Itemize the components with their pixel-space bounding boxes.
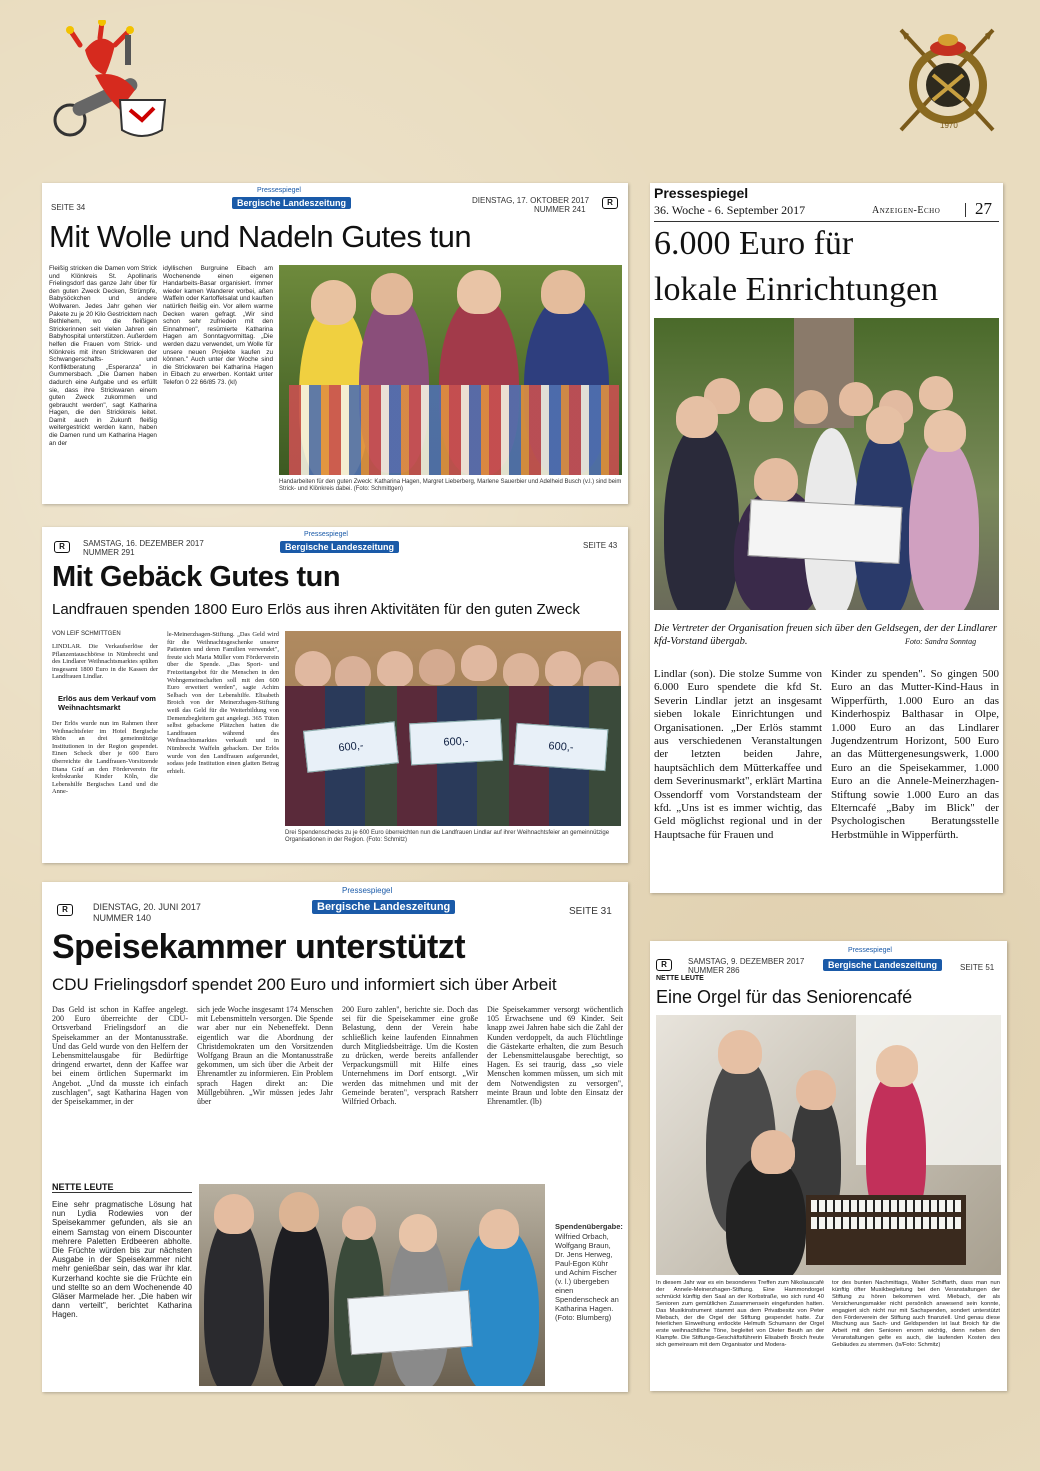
knitting-group-photo	[279, 265, 622, 475]
newspaper-badge: Bergische Landeszeitung	[312, 900, 455, 914]
photo-caption: Drei Spendenschecks zu je 600 Euro überreichten nun die Landfrauen Lindlar auf ihrer Weihnachtsfeier an gemeinnützige Organisationen in der Region. (Foto: Schmitz)	[285, 830, 610, 843]
newspaper-badge: Bergische Landeszeitung	[823, 959, 942, 971]
rundschau-logo-icon: R	[656, 959, 672, 971]
article-column-2: Kinder zu spenden". So gingen 500 Euro an das Mutter-Kind-Haus in Wipperfürth, 1.000 Euro an das Kinderhospiz Balthasar in Olpe, 1.000 Euro an das Lindlarer Jugendzentrum Horizont, 500 Euro an das Müttergenesungswerk, 1.000 Euro an die Speisekammer, 1.000 Euro an die Annele-Meinerzhagen-Stiftung sowie 1.000 Euro an das Elterncafé „Baby im Blick" der Psychologischen Beratungsstelle Herbstmühle in Wipperfürth.	[831, 668, 999, 841]
article-subhead: Erlös aus dem Verkauf vom Weihnachtsmarkt	[58, 694, 156, 712]
jester-crest-logo	[50, 20, 170, 140]
issue-date: SAMSTAG, 9. DEZEMBER 2017	[688, 957, 805, 966]
article-column-1: Das Geld ist schon in Kaffee angelegt. 200 Euro überreichte der CDU-Ortsverband Frielingsdorf an die Speisekammer an der Montanusstraße. Und das Geld wurde von den Helfern der Lebensmittelausgabe für Bedürftige dringend erwartet, denn der Kaffee war bei einem örtlichen Supermarkt im Angebot. „Und da musste ich einfach zuschlagen", sagt Katharina Hagen von der Speisekammer, in der	[52, 1005, 188, 1107]
article-column-4: Die Speisekammer versorgt wöchentlich 105 Erwachsene und 69 Kinder. Seit knapp zwei Jahren habe sich die Zahl der Kunden verdoppelt, da auch Flüchtlinge die Gästekarte erhalten, die zum Besuch der Lebensmittelausgabe berechtigt, so Hagen. Es sei traurig, dass „so viele Menschen kommen müssen, um sich mit dem Notwendigsten zu versorgen", meinte Braun und lobte den Einsatz der Ehrenamtler. (lb)	[487, 1005, 623, 1107]
organ-photo	[656, 1015, 1001, 1275]
nette-leute-heading: NETTE LEUTE	[656, 975, 704, 982]
page-number: SEITE 34	[51, 203, 86, 212]
clipping-6000-euro	[650, 183, 1003, 893]
clipping-wolle-nadeln	[42, 183, 628, 504]
photo-caption: Die Vertreter der Organisation freuen sich über den Geldsegen, der der Lindlarer kfd-Vorstand übergab.	[654, 623, 998, 647]
headline: Mit Wolle und Nadeln Gutes tun	[49, 219, 472, 254]
clipping-speisekammer	[42, 882, 628, 1392]
newspaper-badge: Bergische Landeszeitung	[232, 197, 351, 209]
headline: Mit Gebäck Gutes tun	[52, 561, 341, 593]
issue-number: NUMMER 140	[93, 913, 152, 923]
cheque-2: 600,-	[409, 719, 503, 766]
pressespiegel-label: Pressespiegel	[654, 185, 749, 201]
cheque-3: 600,-	[514, 723, 609, 771]
article-intro: LINDLAR. Die Verkaufserlöse der Pflanzentauschbörse in Nümbrecht und des Lindlarer Weihnachtsmarktes spülten insgesamt 1800 Euro in die Kassen der Landfrauen Lindlar.	[52, 643, 158, 681]
pressespiegel-label: Pressespiegel	[257, 187, 301, 194]
nette-leute-text: Eine sehr pragmatische Lösung hat nun Lydia Rodewies von der Speisekammer gefunden, als sie an einem Samstag von einem Discounter mehrere Paletten Erdbeeren abholte. Die Früchte würden bis zur nächsten Ausgabe in der Speisekammer nicht mehr genießbar sein, das war ihr klar. Kurzerhand kochte sie die Früchte ein und stellte so an dem Wochenende 40 Gläser Marmelade her. „Die haben wir dann verteilt", berichtet Katharina Hagen.	[52, 1200, 192, 1320]
byline: VON LEIF SCHMITTGEN	[52, 631, 121, 637]
svg-text:1970: 1970	[940, 121, 958, 130]
kfd-group-photo	[654, 318, 999, 610]
page-number: 27	[975, 199, 992, 218]
issue-date: SAMSTAG, 16. DEZEMBER 2017	[83, 539, 204, 548]
cheque-handover-photo	[285, 631, 621, 826]
subheadline: Landfrauen spenden 1800 Euro Erlös aus ihren Aktivitäten für den guten Zweck	[52, 601, 580, 618]
pressespiegel-label: Pressespiegel	[304, 531, 348, 538]
nette-leute-heading: NETTE LEUTE	[52, 1182, 192, 1193]
photo-caption: Wilfried Orbach, Wolfgang Braun, Dr. Jens Herweg, Paul-Egon Kühr und Achim Fischer (v. l.) übergeben einen Spendenscheck an Katharina Hagen. (Foto: Blumberg)	[555, 1232, 619, 1322]
subheadline: CDU Frielingsdorf spendet 200 Euro und informiert sich über Arbeit	[52, 975, 557, 994]
pressespiegel-label: Pressespiegel	[342, 886, 393, 895]
article-column-2: tor des bunten Nachmittags, Walter Schiffarth, dass man nun künftig öfter Musikbegleitung bei den Veranstaltungen der Stiftung zu hören bekommen wird. Miebach, der als Versicherungsmakler nicht persönlich anwesend sein konnte, engagiert sich nicht nur mit Sachspenden, sondert unterstützt den Förderverein der Stiftung auch finanziell. Und genau diese Mischung aus Sach- und Geldspenden ist laut Broich für die Arbeit mit den Senioren enorm wichtig, denn neben den Veranstaltungen gelte es auch, die laufenden Kosten des Gebäudes zu stemmen. (ls/Foto: Schmitz)	[832, 1280, 1000, 1349]
headline: Speisekammer unterstützt	[52, 928, 466, 966]
headline: Eine Orgel für das Seniorencafé	[656, 987, 913, 1007]
issue-number: NUMMER 286	[688, 966, 740, 975]
article-column-2: le-Meinerzhagen-Stiftung. „Das Geld wird für die Weihnachtsgeschenke unserer Patienten und deren Familien verwendet", freute sich Maria Müller vom Förderverein über die Spende. „Das Sport- und Freizeitangebot für die Menschen in den Wohngemeinschaften soll mit den 600 Euro erweitert werden", sagte Achim Selbach von der Lebenshilfe. Elisabeth Broich von der Meinerzhagen-Stiftung weiß das Geld für die Weiterbildung von Demenzbegleitern gut angelegt. 365 Tüten selbst gebackene Plätzchen hatten die Landfrauen während des Weihnachtsmarktes verkauft und in Nümbrecht Waffeln gebacken. Der Erlös wurde von den Landfrauen aufgerundet, sodass jede Institution einen glatten Betrag erhielt.	[167, 631, 279, 775]
article-column-1: Der Erlös wurde nun im Rahmen ihrer Weihnachtsfeier im Hotel Bergische Rhön an drei gemeinnützige Institutionen in der Region gespendet. Einen Scheck über je 600 Euro überreichte die Landfrauen-Vorsitzende Diana Gräf an den Förderverein für krebskranke Kinder Köln, die Lebenshilfe Bergisches Land und die Anne-	[52, 720, 158, 796]
newspaper-badge: Bergische Landeszeitung	[280, 541, 399, 553]
pressespiegel-label: Pressespiegel	[848, 947, 892, 954]
page-number: SEITE 31	[569, 906, 612, 917]
clipping-gebaeck	[42, 527, 628, 863]
issue-number: NUMMER 291	[83, 548, 135, 557]
headline-line-2: lokale Einrichtungen	[654, 271, 939, 308]
cheque-1: 600,-	[303, 721, 399, 772]
article-column-2: idyllischen Burgruine Eibach am Wochenende einen eigenen Handarbeits-Basar organisiert. Immer wieder kamen Wanderer vorbei, aßen Waffeln oder Kartoffelsalat und kauften natürlich fleißig ein. Vor allem warme Decken waren gefragt. „Wir sind schon sehr zufrieden mit den Einnahmen", resümierte Katharina Hagen am Sonntagvormittag. „Die werden dazu verwendet, um Wolle für unsere neuen Projekte kaufen zu können." Auch unter der Woche sind die Strickwaren bei Katharina Hagen in Eibach zu erwerben. Kontakt unter Telefon 0 22 66/85 73. (kl)	[163, 265, 274, 386]
paper-name: Anzeigen-Echo	[872, 205, 941, 216]
issue-line: 36. Woche - 6. September 2017	[654, 203, 806, 217]
speisekammer-handover-photo	[199, 1184, 545, 1386]
article-column-1: Fleißig stricken die Damen vom Strick und Klönkreis St. Apollinaris Frielingsdorf das ganze Jahr über für den guten Zweck Decken, Strümpfe, Babysöckchen und andere Wollwaren. Jedes Jahr gehen vier Pakete zu je 20 Kilo Gestricktem nach Bethlehem, wo die fleißigen Strickerinnen seit vielen Jahren ein Babyhospital unterstützen. Außerdem helfen die Frauen vom Strick- und Klönkreis mit ihren Strickwaren der Schwangerschafts- und Konfliktberatung „Esperanza" in Gummersbach. „Die Damen haben dadurch eine Aufgabe und es erfüllt sie, dass ihre Strickwaren einem guten Zweck zukommen und gebraucht werden", sagt Katharina Hagen, die den Strickkreis leitet. Damit auch in Zukunft fleißig weitergestrickt werden kann, haben die Damen rund um Katharina Hagen an der	[49, 265, 157, 447]
headline-line-1: 6.000 Euro für	[654, 225, 854, 262]
rundschau-logo-icon: R	[602, 197, 618, 209]
clipping-orgel	[650, 941, 1007, 1391]
rundschau-logo-icon: R	[54, 541, 70, 553]
crossed-arrows-crest-logo	[893, 20, 1003, 140]
rundschau-logo-icon: R	[57, 904, 73, 916]
issue-date: DIENSTAG, 17. OKTOBER 2017	[472, 196, 590, 205]
page-number: SEITE 43	[583, 541, 618, 550]
issue-number: NUMMER 241	[534, 205, 586, 214]
page-number: SEITE 51	[960, 963, 995, 972]
issue-date: DIENSTAG, 20. JUNI 2017	[93, 902, 201, 912]
article-column-3: 200 Euro zahlen", berichte sie. Doch das sei für die Speisekammer eine große Belastung, denn der Verein habe schließlich keine laufenden Einnahmen durch Mitgliedsbeiträge. Um die Kosten zu drücken, werde bereits anfallender Verpackungsmüll mit Hilfe eines Unternehmens im Dorf entsorgt. „Wir werden das mitnehmen und mit der Gemeinde beraten", versprach Ratsherr Wilfried Orbach.	[342, 1005, 478, 1107]
article-column-2: sich jede Woche insgesamt 174 Menschen mit Lebensmitteln versorgen. Die Spende war aber nur ein Nebeneffekt. Denn eigentlich war die Abordnung der Christdemokraten um den Vorsitzenden Wolfgang Braun an die Montanusstraße gekommen, um sich über die Arbeit der Ehrenamtler zu informieren. Ein Problem sprach Hagen direkt an: Die Müllgebühren. „Wir müssen jedes Jahr über	[197, 1005, 333, 1107]
photo-caption-title: Spendenübergabe:	[555, 1222, 623, 1231]
article-column-1: Lindlar (son). Die stolze Summe von 6.000 Euro spendete die kfd St. Severin Lindlar jetzt an insgesamt sieben lokale Einrichtungen und Organisationen. „Der Erlös stammt aus verschiedenen Veranstaltungen der letzten beiden Jahre, hauptsächlich dem Mütterkaffee und dem Severinusmarkt", erklärt Martina Ossendorff vom Vorstandsteam der kfd. „Uns ist es immer wichtig, das Geld möglichst regional und in der Hauptsache für Frauen und	[654, 668, 822, 841]
photo-caption: Handarbeiten für den guten Zweck: Katharina Hagen, Margret Lieberberg, Marlene Sauerbier und Adelheid Busch (v.l.) sind beim Strick- und Klönkreis dabei. (Foto: Schmittgen)	[279, 479, 622, 492]
article-column-1: In diesem Jahr war es ein besonderes Treffen zum Nikolauscafé der Annele-Meinerzhagen-Stiftung. Eine Hammondorgel schmückt künftig den Saal an der Korbstraße, wo sich rund 40 Senioren zum gemütlichen Zusammensein eingefunden hatten. Das Musikinstrument stammt aus dem Privatbesitz von Peter Miebach, der die Orgel der Stiftung gespendet hatte. Zur feierlichen Einweihung entlockte Helmuth Schumann der Orgel erste weihnachtliche Töne, begleitet von Dieter Beuth an der Klampfe. Die Stiftungs-Geschäftsführerin Elisabeth Broich freute sich gemeinsam mit dem Organisator und Modera-	[656, 1280, 824, 1349]
photo-credit: Foto: Sandra Sonntag	[905, 637, 977, 646]
